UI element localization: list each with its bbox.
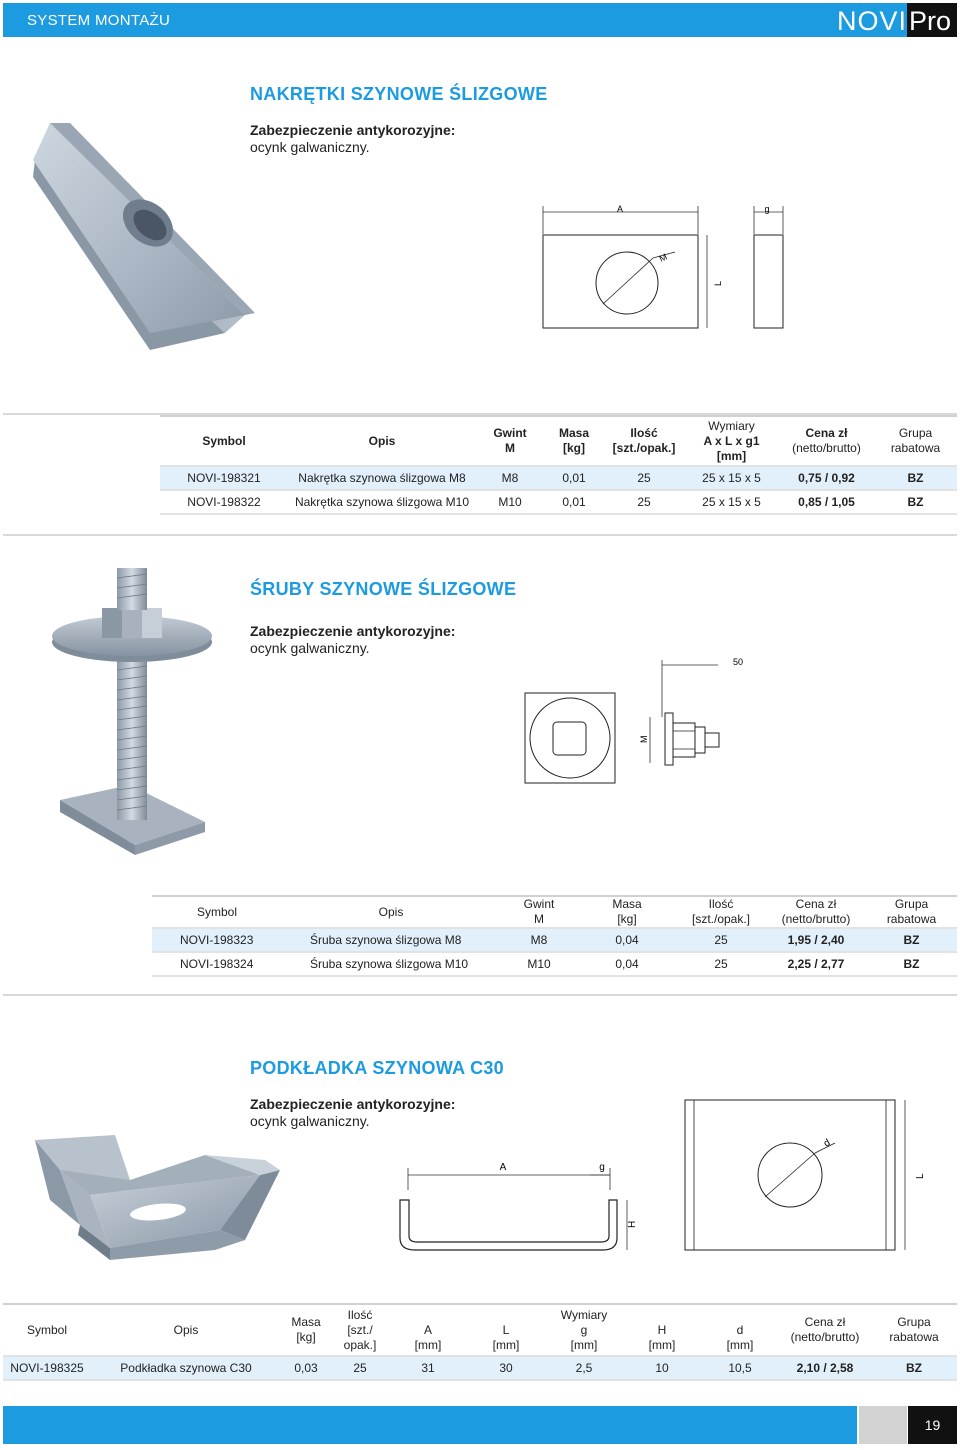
system-label: SYSTEM MONTAŻU bbox=[27, 12, 171, 29]
table-row bbox=[3, 1356, 957, 1380]
dim-g-label: g bbox=[764, 204, 770, 214]
col-masa: Masa [kg] bbox=[544, 416, 604, 466]
col-ilosc: Ilość [szt./opak.] bbox=[604, 416, 684, 466]
cell-masa: 0,04 bbox=[578, 952, 676, 976]
cell-ilosc: 25 bbox=[331, 1356, 389, 1380]
col-l: L [mm] bbox=[467, 1304, 545, 1356]
protection-value: ocynk galwaniczny. bbox=[250, 1113, 370, 1129]
col-grupa: Grupa rabatowa bbox=[871, 1304, 957, 1356]
dim-l-label: L bbox=[713, 280, 723, 286]
table-row bbox=[152, 928, 957, 952]
col-cena: Cena zł (netto/brutto) bbox=[779, 416, 874, 466]
nut-price-table bbox=[160, 415, 957, 515]
rail-bolt-drawing bbox=[520, 655, 744, 785]
divider bbox=[3, 534, 957, 536]
rail-washer-image bbox=[20, 1130, 290, 1280]
protection-label: Zabezpieczenie antykorozyjne: bbox=[250, 122, 456, 138]
cell-d: 10,5 bbox=[701, 1356, 779, 1380]
cell-gwint: M8 bbox=[500, 928, 578, 952]
cell-a: 31 bbox=[389, 1356, 467, 1380]
col-masa: Masa [kg] bbox=[281, 1304, 331, 1356]
table-row bbox=[152, 952, 957, 976]
cell-grupa: BZ bbox=[871, 1356, 957, 1380]
table-header-row bbox=[3, 1304, 957, 1356]
cell-masa: 0,03 bbox=[281, 1356, 331, 1380]
dim-a-label: A bbox=[616, 204, 624, 214]
rail-washer-top-drawing bbox=[680, 1095, 930, 1255]
rail-nut-image bbox=[30, 115, 260, 355]
brand-logo-novi: NOVI bbox=[836, 6, 907, 36]
col-wymiary: Wymiary A x L x g1 [mm] bbox=[684, 416, 779, 466]
col-masa: Masa [kg] bbox=[578, 896, 676, 928]
dim-m-label: M bbox=[639, 735, 649, 743]
cell-g: 2,5 bbox=[545, 1356, 623, 1380]
cell-cena: 0,75 / 0,92 bbox=[779, 466, 874, 490]
col-opis: Opis bbox=[282, 896, 500, 928]
col-cena: Cena zł (netto/brutto) bbox=[779, 1304, 871, 1356]
table-row bbox=[160, 490, 957, 514]
cell-grupa: BZ bbox=[874, 466, 957, 490]
dim-d-label: d bbox=[822, 1137, 833, 1150]
rail-washer-side-drawing bbox=[395, 1150, 645, 1255]
table-row bbox=[160, 466, 957, 490]
dim-g-label: g bbox=[599, 1162, 605, 1173]
rail-bolt-image bbox=[30, 560, 240, 860]
washer-price-table bbox=[3, 1303, 957, 1381]
cell-grupa: BZ bbox=[866, 928, 957, 952]
cell-h: 10 bbox=[623, 1356, 701, 1380]
col-gwint: Gwint M bbox=[476, 416, 544, 466]
footer-grey-block bbox=[859, 1406, 907, 1444]
page-header bbox=[3, 3, 957, 37]
table-header-row bbox=[160, 416, 957, 466]
cell-l: 30 bbox=[467, 1356, 545, 1380]
bolt-drawing-tip bbox=[700, 720, 720, 730]
col-symbol: Symbol bbox=[3, 1304, 91, 1356]
dim-h-label: H bbox=[627, 1220, 638, 1228]
col-gwint: Gwint M bbox=[500, 896, 578, 928]
cell-symbol: NOVI-198323 bbox=[152, 928, 282, 952]
cell-ilosc: 25 bbox=[604, 466, 684, 490]
cell-opis: Śruba szynowa ślizgowa M10 bbox=[282, 952, 500, 976]
col-grupa: Grupa rabatowa bbox=[866, 896, 957, 928]
cell-opis: Nakrętka szynowa ślizgowa M10 bbox=[288, 490, 476, 514]
cell-wymiary: 25 x 15 x 5 bbox=[684, 466, 779, 490]
bolt-price-table bbox=[152, 895, 957, 977]
table-header-row bbox=[152, 896, 957, 928]
cell-grupa: BZ bbox=[874, 490, 957, 514]
section-title: NAKRĘTKI SZYNOWE ŚLIZGOWE bbox=[250, 84, 548, 104]
cell-opis: Podkładka szynowa C30 bbox=[91, 1356, 281, 1380]
cell-masa: 0,01 bbox=[544, 490, 604, 514]
rail-nut-drawing bbox=[535, 200, 795, 340]
dim-50-label: 50 bbox=[732, 657, 744, 667]
cell-gwint: M8 bbox=[476, 466, 544, 490]
cell-cena: 0,85 / 1,05 bbox=[779, 490, 874, 514]
section-title: PODKŁADKA SZYNOWA C30 bbox=[250, 1058, 504, 1078]
dim-m-label: M bbox=[657, 251, 669, 264]
footer-bar bbox=[3, 1406, 857, 1444]
page-number: 19 bbox=[908, 1406, 957, 1444]
protection-value: ocynk galwaniczny. bbox=[250, 640, 370, 656]
divider bbox=[3, 994, 957, 996]
cell-ilosc: 25 bbox=[676, 952, 766, 976]
col-h: H [mm] bbox=[623, 1304, 701, 1356]
cell-symbol: NOVI-198324 bbox=[152, 952, 282, 976]
cell-masa: 0,01 bbox=[544, 466, 604, 490]
section-title: ŚRUBY SZYNOWE ŚLIZGOWE bbox=[250, 579, 517, 599]
cell-wymiary: 25 x 15 x 5 bbox=[684, 490, 779, 514]
col-opis: Opis bbox=[91, 1304, 281, 1356]
cell-symbol: NOVI-198322 bbox=[160, 490, 288, 514]
cell-cena: 2,25 / 2,77 bbox=[766, 952, 866, 976]
col-symbol: Symbol bbox=[160, 416, 288, 466]
cell-ilosc: 25 bbox=[676, 928, 766, 952]
protection-label: Zabezpieczenie antykorozyjne: bbox=[250, 623, 456, 639]
col-d: d [mm] bbox=[701, 1304, 779, 1356]
col-ilosc: Ilość [szt./ opak.] bbox=[331, 1304, 389, 1356]
col-opis: Opis bbox=[288, 416, 476, 466]
cell-cena: 2,10 / 2,58 bbox=[779, 1356, 871, 1380]
col-symbol: Symbol bbox=[152, 896, 282, 928]
cell-symbol: NOVI-198325 bbox=[3, 1356, 91, 1380]
cell-ilosc: 25 bbox=[604, 490, 684, 514]
protection-value: ocynk galwaniczny. bbox=[250, 139, 370, 155]
dim-a-label: A bbox=[499, 1162, 507, 1173]
col-cena: Cena zł (netto/brutto) bbox=[766, 896, 866, 928]
col-ilosc: Ilość [szt./opak.] bbox=[676, 896, 766, 928]
cell-symbol: NOVI-198321 bbox=[160, 466, 288, 490]
cell-gwint: M10 bbox=[500, 952, 578, 976]
cell-grupa: BZ bbox=[866, 952, 957, 976]
protection-label: Zabezpieczenie antykorozyjne: bbox=[250, 1096, 456, 1112]
cell-masa: 0,04 bbox=[578, 928, 676, 952]
cell-opis: Nakrętka szynowa ślizgowa M8 bbox=[288, 466, 476, 490]
dim-l-label: L bbox=[915, 1173, 926, 1179]
brand-logo-pro: Pro bbox=[908, 6, 951, 36]
col-g: Wymiary g [mm] bbox=[545, 1304, 623, 1356]
cell-gwint: M10 bbox=[476, 490, 544, 514]
cell-cena: 1,95 / 2,40 bbox=[766, 928, 866, 952]
col-a: A [mm] bbox=[389, 1304, 467, 1356]
cell-opis: Śruba szynowa ślizgowa M8 bbox=[282, 928, 500, 952]
col-grupa: Grupa rabatowa bbox=[874, 416, 957, 466]
